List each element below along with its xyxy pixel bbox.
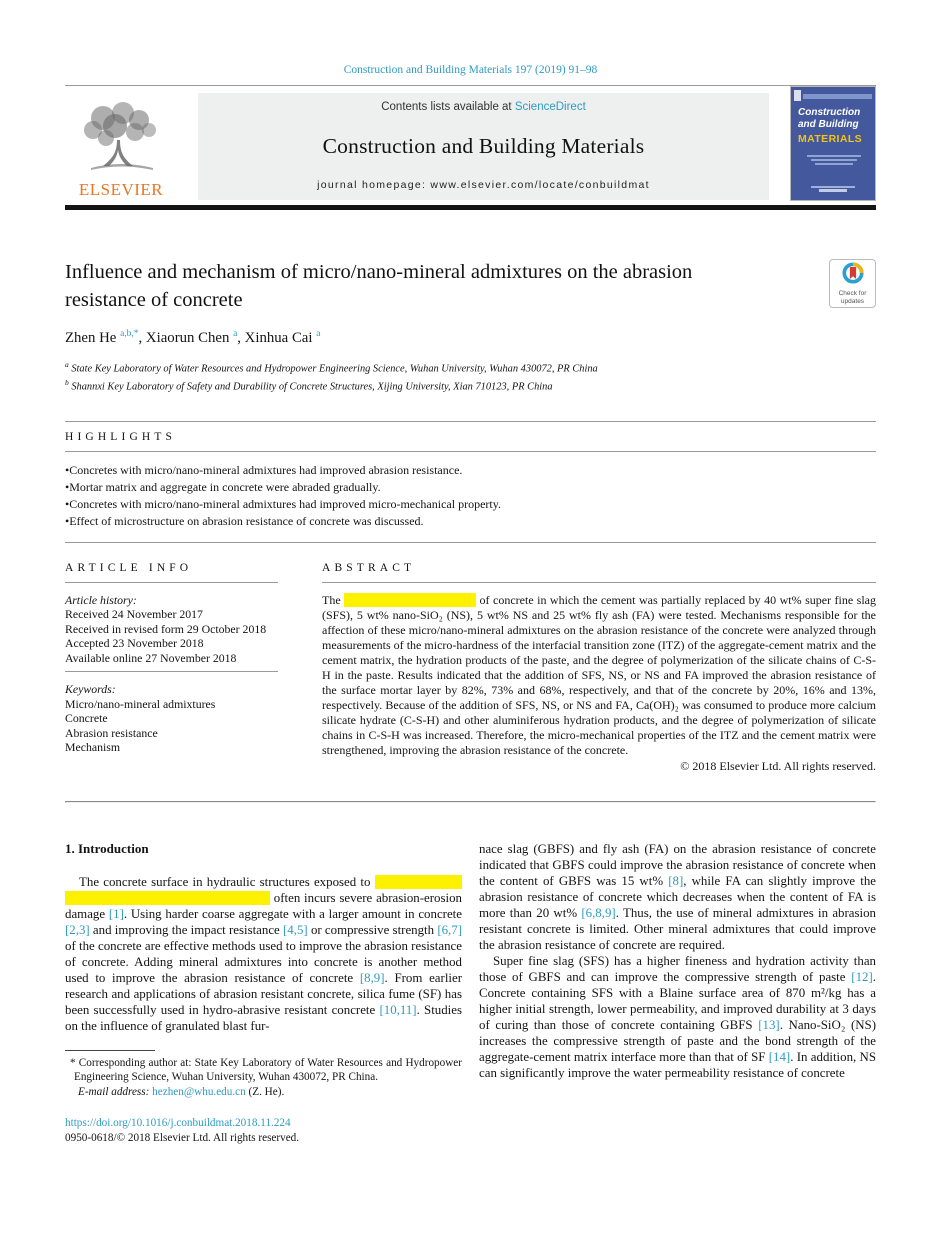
elsevier-logo[interactable] — [65, 93, 177, 200]
cover-smalltext-line — [815, 163, 853, 165]
text-run: of concrete in which the cement was partially replaced by 40 wt% super fine slag (SFS), 5 wt% nano-SiO₂ (NS), 5 wt% NS and 25 wt% fly ash (FA) were tested. Mechanisms responsible for the affection of these micro/nano-mineral admixtures on the abrasion resistance of the concrete were analyzed through measurements of the micro-hardness of the interfacial transition zone (ITZ) of the aggregate-cement matrix and the cement matrix, the hydration products of the paste, and the degree of polymerization of the silicate chains of C-S-H in the paste. Results indicated that the addition of SFS, NS, or NS and FA improved the abrasion resistance of the surface mortar layer by 82%, 73% and 68%, respectively, and that of the concrete by 20%, 16% and 13%, respectively. Because of the addition of SFS, NS, or NS and FA, Ca(OH)₂ was consumed to produce more calcium silicate hydrate (C-S-H) and other aluminiferous hydration products, and the degree of polymerization of silicate chains in C-S-H was increased. Therefore, the micro-mechanical properties of the ITZ and the cement matrix were strengthened, improving the abrasion resistance of the concrete. — [322, 592, 877, 757]
doi-link[interactable]: https://doi.org/10.1016/j.conbuildmat.2018.11.224 — [65, 1117, 291, 1130]
citation-10-11[interactable]: [10,11] — [379, 1002, 417, 1017]
history-line: Received in revised form 29 October 2018 — [65, 621, 267, 636]
cover-bottom-line — [811, 186, 855, 188]
citation-6-7[interactable]: [6,7] — [437, 922, 463, 937]
text-run: . In addition, NS can significantly improve the water permeability resistance of concrete — [479, 1049, 877, 1080]
text-run: Super fine slag (SFS) has a higher fineness and hydration activity than those of GBFS and can improve the compressive strength of paste — [479, 953, 876, 984]
citation-4-5[interactable]: [4,5] — [283, 922, 308, 937]
text-run: . Nano-SiO₂ (NS) increases the compressive strength of paste and the bond strength of the aggregate-cement matrix interface more than that of SF — [479, 1017, 877, 1064]
author-list — [65, 329, 876, 347]
highlight-item: • Concretes with micro/nano-mineral admixtures had improved abrasion resistance. — [65, 462, 876, 479]
cover-top-bar — [803, 94, 872, 99]
highlight-item: • Concretes with micro/nano-mineral admixtures had improved micro-mechanical property. — [65, 496, 876, 513]
contents-prefix: Contents lists available at — [381, 101, 515, 113]
text-run: a,b,* — [120, 329, 139, 339]
abstract-column — [322, 562, 876, 774]
cover-title-materials: MATERIALS — [798, 133, 863, 145]
cover-mini-logo — [794, 90, 801, 101]
cover-bottom-line2 — [819, 189, 847, 192]
right-column — [479, 841, 876, 1147]
keyword: Concrete — [65, 711, 108, 726]
copyright-line: © 2018 Elsevier Ltd. All rights reserved. — [680, 758, 876, 773]
intro-paragraph-right-1 — [479, 841, 876, 953]
footnote — [65, 1056, 462, 1100]
divider — [65, 451, 876, 452]
article-info-heading: ARTICLE INFO — [65, 561, 193, 574]
top-divider — [65, 85, 876, 86]
text-run: Shannxi Key Laboratory of Safety and Durability of Concrete Structures, Xijing University, Xian 710123, PR China — [68, 381, 553, 393]
journal-cover-thumbnail[interactable] — [790, 86, 876, 201]
text-run: Zhen He — [65, 329, 121, 346]
article-title: Influence and mechanism of micro/nano-mineral admixtures on the abrasion resistance of concrete — [65, 261, 693, 311]
citation-1[interactable]: [1] — [108, 906, 124, 921]
elsevier-wordmark: ELSEVIER — [78, 180, 164, 199]
issn-copyright-line: 0950-0618/© 2018 Elsevier Ltd. All rights reserved. — [65, 1132, 300, 1145]
text-run: (Z. He). — [245, 1085, 285, 1098]
text-run: a — [316, 329, 321, 339]
section-divider — [65, 801, 876, 803]
email-link[interactable]: hezhen@whu.edu.cn — [152, 1085, 246, 1098]
citation-8-9[interactable]: [8,9] — [359, 970, 385, 985]
contents-line — [198, 101, 769, 113]
doi-block — [65, 1116, 462, 1146]
text-run: . Studies on the influence of granulated blast fur- — [65, 1002, 462, 1033]
article-history-label: Article history: — [65, 592, 137, 607]
affiliation-b — [65, 376, 876, 394]
divider — [65, 582, 278, 583]
text-run: nace slag (GBFS) and fly ash (FA) on the abrasion resistance of concrete indicated that GBFS could improve the abrasion resistance of concrete when the content of GBFS was 15 wt% — [479, 841, 876, 888]
highlights-heading: HIGHLIGHTS — [65, 430, 177, 443]
crossmark-icon — [842, 262, 864, 284]
article-info-column — [65, 562, 278, 774]
intro-paragraph-right-2 — [479, 953, 876, 1081]
left-column — [65, 841, 462, 1147]
text-run: of the concrete are effective methods used to improve the abrasion resistance of concrete. Adding mineral admixtures into concrete is another method used to improve the abrasion resistance of concrete — [65, 938, 462, 985]
keyword: Micro/nano-mineral admixtures — [65, 696, 216, 711]
highlight-item: • Mortar matrix and aggregate in concrete were abraded gradually. — [65, 479, 876, 496]
text-run: State Key Laboratory of Water Resources and Hydropower Engineering Science, Wuhan University, Wuhan 430072, PR China — [68, 363, 598, 375]
text-run: The concrete surface in hydraulic structures exposed to — [79, 874, 375, 889]
journal-homepage-link[interactable]: journal homepage: www.elsevier.com/locate/conbuildmat — [317, 179, 650, 191]
text-run: b — [65, 378, 69, 388]
highlights-list — [65, 462, 876, 530]
check-for-updates-badge[interactable] — [829, 259, 876, 308]
corresponding-author-note: * Corresponding author at: State Key Laboratory of Water Resources and Hydropower Engineering Science, Wuhan University, Wuhan 430072, PR China. — [70, 1056, 462, 1084]
text-run: . Thus, the use of mineral admixtures in abrasion resistant concrete is limited. Other mineral admixtures that could improve the abrasion resistance of concrete are required. — [479, 905, 876, 952]
journal-header — [65, 93, 876, 200]
divider — [65, 671, 278, 672]
badge-label: Check for updates — [838, 290, 867, 305]
citation-13[interactable]: [13] — [758, 1017, 780, 1032]
journal-reference: Construction and Building Materials 197 (2019) 91–98 — [343, 64, 598, 76]
abstract-heading: ABSTRACT — [322, 561, 416, 574]
journal-banner — [198, 93, 769, 200]
keyword: Abrasion resistance — [65, 725, 158, 740]
text-run: or compressive strength — [307, 922, 438, 937]
footnote-separator — [65, 1050, 155, 1051]
header-black-bar — [65, 205, 876, 210]
citation-6-8-9[interactable]: [6,8,9] — [581, 905, 616, 920]
text-run: , Xinhua Cai — [237, 329, 317, 346]
cover-smalltext-line — [807, 155, 861, 157]
text-run: , while FA can slightly improve the abrasion resistance of concrete which decreases when the content of FA is more than 20 wt% — [479, 873, 876, 920]
divider — [65, 421, 876, 422]
divider — [65, 542, 876, 543]
sciencedirect-link[interactable]: ScienceDirect — [514, 101, 586, 113]
elsevier-tree-icon — [73, 100, 169, 182]
text-run: E-mail address: — [78, 1085, 153, 1098]
text-run: a — [65, 359, 69, 369]
abstract-text — [322, 593, 876, 758]
history-line: Accepted 23 November 2018 — [65, 636, 204, 651]
citation-14[interactable]: [14] — [768, 1049, 791, 1064]
text-run: , Xiaorun Chen — [138, 329, 234, 346]
cover-title: Construction and Building — [798, 107, 861, 130]
cover-smalltext-line — [811, 159, 857, 161]
text-run: . From earlier research and applications of abrasion resistant concrete, silica fume (SF) has been successfully used in hydro-abrasive resistant concrete — [65, 970, 462, 1017]
journal-title: Construction and Building Materials — [322, 133, 645, 158]
keyword: Mechanism — [65, 740, 121, 755]
email-line — [65, 1085, 462, 1100]
keywords-label: Keywords: — [65, 682, 116, 697]
introduction-heading: 1. Introduction — [65, 840, 149, 856]
text-run: . Using harder coarse aggregate with a larger amount in concrete — [123, 906, 462, 921]
affiliation-a — [65, 358, 876, 376]
redaction-highlight — [344, 593, 476, 607]
text-run: The — [322, 592, 345, 607]
highlight-item: • Effect of microstructure on abrasion resistance of concrete was discussed. — [65, 513, 876, 530]
citation-2-3[interactable]: [2,3] — [65, 922, 90, 937]
intro-paragraph-left — [65, 874, 462, 1034]
text-run: often incurs severe abrasion-erosion damage — [65, 890, 462, 921]
divider — [322, 582, 876, 583]
citation-12[interactable]: [12] — [851, 969, 873, 984]
text-run: and improving the impact resistance — [89, 922, 284, 937]
history-line: Received 24 November 2017 — [65, 607, 203, 622]
history-line: Available online 27 November 2018 — [65, 650, 237, 665]
text-run: . Concrete containing SFS with a Blaine surface area of 870 m²/kg has a higher initial strength, lower permeability, and improved durability at 3 days of curing than those of concrete containing GBFS — [479, 969, 876, 1032]
citation-8[interactable]: [8] — [668, 873, 684, 888]
text-run: a — [233, 329, 238, 339]
affiliations — [65, 358, 876, 395]
